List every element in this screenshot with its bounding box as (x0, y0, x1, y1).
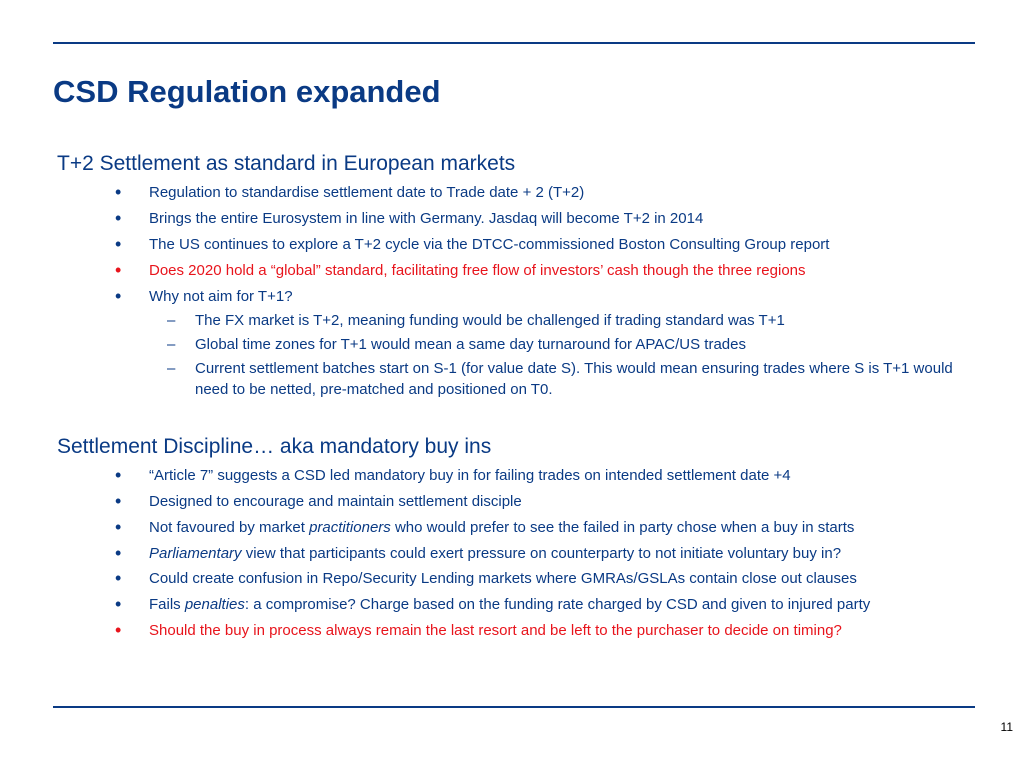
slide-title: CSD Regulation expanded (53, 74, 441, 109)
bullet-emphasis: practitioners (309, 519, 391, 536)
list-item (115, 517, 855, 537)
bullet-dot-icon: • (115, 491, 122, 511)
list-item (115, 491, 522, 511)
bullet-text: Does 2020 hold a “global” standard, facilitating free flow of investors’ cash though the three regions (149, 262, 806, 279)
bullet-text: Brings the entire Eurosystem in line with Germany. Jasdaq will become T+2 in 2014 (149, 210, 704, 227)
bullet-dot-icon: • (115, 465, 122, 485)
list-item (115, 465, 791, 485)
bullet-text: : a compromise? Charge based on the funding rate charged by CSD and given to injured party (244, 596, 871, 613)
bullet-text: Why not aim for T+1? (149, 288, 293, 305)
list-item (115, 286, 293, 306)
page-number: 11 (1000, 720, 1013, 734)
list-item (115, 182, 585, 202)
bullet-dot-icon: • (115, 208, 122, 228)
sub-list-item (167, 310, 985, 331)
bullet-text: “Article 7” suggests a CSD led mandatory buy in for failing trades on intended settlement date +4 (149, 467, 791, 484)
bottom-rule (53, 706, 975, 708)
top-rule (53, 42, 975, 44)
sub-list-item (167, 358, 985, 400)
bullet-dot-icon: • (115, 543, 122, 563)
list-item (115, 568, 857, 588)
bullet-dot-icon: • (115, 234, 122, 254)
bullet-text: Could create confusion in Repo/Security Lending markets where GMRAs/GSLAs contain close out clauses (149, 570, 857, 587)
bullet-text: view that participants could exert pressure on counterparty to not initiate voluntary buy in? (241, 545, 842, 562)
bullet-dot-icon: • (115, 517, 122, 537)
en-dash-icon: – (167, 360, 176, 377)
bullet-dot-icon: • (115, 286, 122, 306)
bullet-text: Designed to encourage and maintain settlement disciple (149, 493, 522, 510)
bullet-text: The US continues to explore a T+2 cycle via the DTCC-commissioned Boston Consulting Group report (149, 236, 830, 253)
list-item-highlight (115, 260, 806, 280)
list-item (115, 208, 704, 228)
bullet-dot-icon: • (115, 620, 122, 640)
sub-bullet-text: Current settlement batches start on S-1 (for value date S). This would mean ensuring trades where S is T+1 would need to be netted, pre-matched and positioned on T0. (195, 360, 953, 398)
list-item (115, 234, 830, 254)
bullet-text: Not favoured by market (149, 519, 310, 536)
bullet-text: who would prefer to see the failed in party chose when a buy in starts (390, 519, 855, 536)
bullet-dot-icon: • (115, 260, 122, 280)
bullet-text: Fails (149, 596, 185, 613)
bullet-emphasis: penalties (184, 596, 245, 613)
sub-list-item (167, 334, 985, 355)
sub-bullet-text: The FX market is T+2, meaning funding would be challenged if trading standard was T+1 (195, 312, 785, 329)
bullet-emphasis: Parliamentary (149, 545, 242, 562)
bullet-dot-icon: • (115, 182, 122, 202)
section-heading-t2-settlement: T+2 Settlement as standard in European markets (57, 152, 516, 175)
list-item (115, 543, 842, 563)
en-dash-icon: – (167, 312, 176, 329)
bullet-dot-icon: • (115, 594, 122, 614)
sub-bullet-text: Global time zones for T+1 would mean a same day turnaround for APAC/US trades (195, 336, 746, 353)
en-dash-icon: – (167, 336, 176, 353)
section-heading-settlement-discipline: Settlement Discipline… aka mandatory buy ins (57, 435, 492, 458)
list-item-highlight (115, 620, 842, 640)
bullet-text: Regulation to standardise settlement date to Trade date + 2 (T+2) (149, 184, 585, 201)
list-item (115, 594, 871, 614)
bullet-dot-icon: • (115, 568, 122, 588)
bullet-text: Should the buy in process always remain the last resort and be left to the purchaser to decide on timing? (149, 622, 842, 639)
